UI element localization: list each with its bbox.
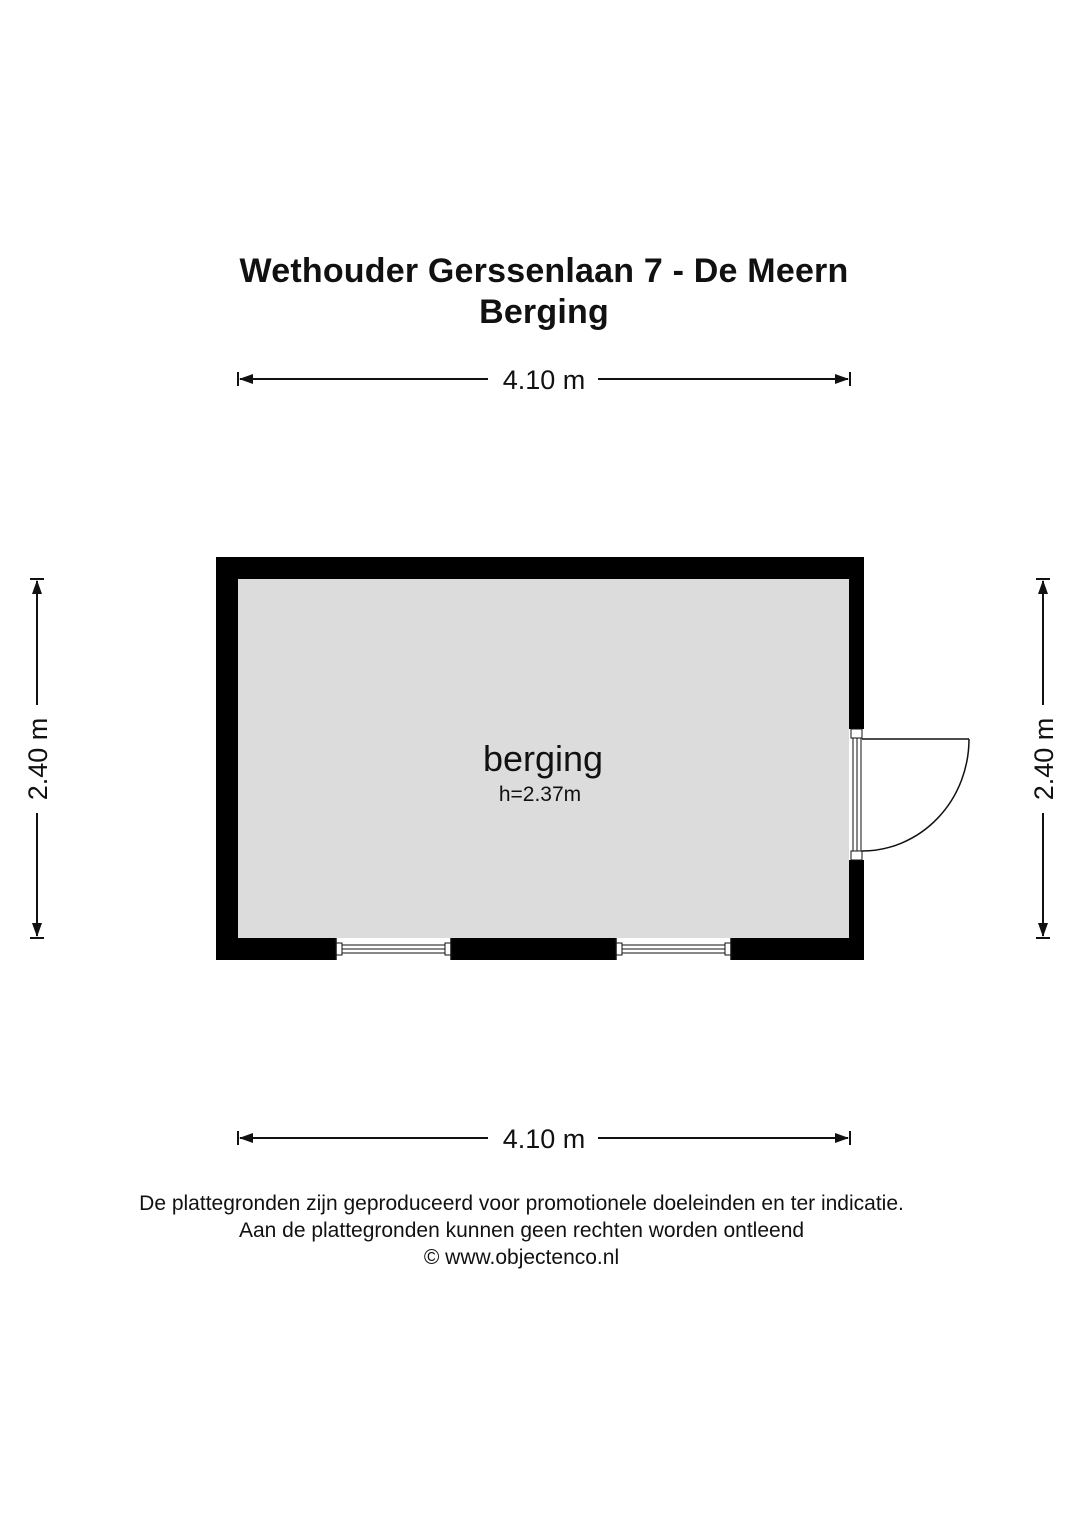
page-title: Wethouder Gerssenlaan 7 - De Meern (239, 252, 849, 290)
right-height-label: 2.40 m (1029, 717, 1059, 801)
page-subtitle: Berging (479, 293, 609, 331)
disclaimer-line-1: De plattegronden zijn geproduceerd voor promotionele doeleinden en ter indicatie. (139, 1192, 904, 1215)
bottom-width-dimension (238, 1124, 850, 1154)
room-name-label: berging (482, 738, 604, 779)
disclaimer-line-2: Aan de plattegronden kunnen geen rechten worden ontleend (238, 1219, 805, 1242)
door (849, 729, 969, 860)
left-height-dimension (23, 579, 53, 938)
room-height-label: h=2.37m (498, 783, 582, 806)
right-height-dimension (1029, 579, 1059, 938)
top-width-label: 4.10 m (502, 365, 586, 395)
left-height-label: 2.40 m (23, 717, 53, 801)
window-right (616, 938, 731, 960)
bottom-width-label: 4.10 m (502, 1124, 586, 1154)
copyright-line: © www.objectenco.nl (423, 1246, 620, 1269)
top-width-dimension (238, 365, 850, 395)
window-left (336, 938, 451, 960)
